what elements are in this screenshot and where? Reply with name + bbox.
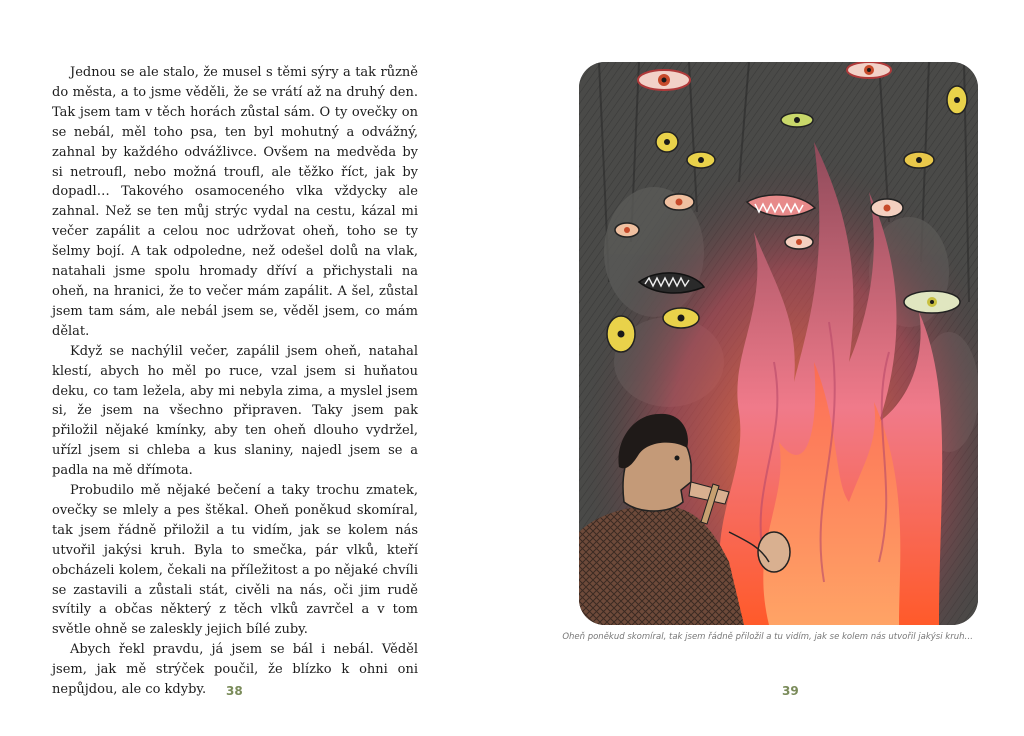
right-page	[512, 0, 1024, 736]
paragraph: Jednou se ale stalo, že musel s těmi sýry a tak různě do města, a to jsme věděli, že se vrátí až na druhý den. Tak jsem tam v těch horách zůstal sám. O ty ovečky on se nebál, měl toho psa, ten byl mohutný a odvážný, zahnal by každého odvážlivce. Ovšem na medvěda by si netroufl, nebo možná troufl, ale těžko říct, jak by dopadl… Takového osamoceného vlka vždycky ale zahnal. Než se ten můj strýc vydal na cestu, kázal mi večer zapálit a celou noc udržovat oheň, toho se ty šelmy bojí. A tak odpoledne, než odešel dolů na vlak, natahali jsme spolu hromady dříví a přichystali na oheň, na hranici, že to večer mám zapálit. A šel, zůstal jsem tam sám, ale nebál jsem se, věděl jsem, co mám dělat.	[52, 65, 418, 339]
illustration-campfire-eyes	[579, 62, 978, 625]
page-number-right: 39	[782, 684, 799, 698]
page-number-left: 38	[226, 684, 243, 698]
body-text	[52, 63, 418, 700]
illustration-caption: Oheň poněkud skomíral, tak jsem řádně přiložil a tu vidím, jak se kolem nás utvořil jakýsi kruh…	[562, 632, 973, 642]
paragraph: Když se nachýlil večer, zapálil jsem oheň, natahal klestí, abych ho měl po ruce, vzal jsem si huňatou deku, co tam ležela, aby mi nebyla zima, a myslel jsem si, že jsem na všechno připraven. Taky jsem pak přiložil nějaké kmínky, aby ten oheň dlouho vydržel, uřízl jsem si chleba a kus slaniny, najedl jsem se a padla na mě dřímota.	[52, 343, 418, 479]
paragraph: Probudilo mě nějaké bečení a taky trochu zmatek, ovečky se mlely a pes štěkal. Oheň poněkud skomíral, tak jsem řádně přiložil a tu vidím, jak se kolem nás utvořil jakýsi kruh. Byla to smečka, pár vlků, kteří obcházeli kolem, čekali na příležitost a po nějaké chvíli se zastavili a zůstali stát, civěli na nás, oči jim rudě svítily a občas některý z těch vlků zavrčel a v tom světle ohně se zaleskly jejich bílé zuby.	[52, 483, 418, 638]
paragraph: Abych řekl pravdu, já jsem se bál i nebál. Věděl jsem, jak mě strýček poučil, že blízko k ohni oni nepůjdou, ale co kdyby.	[52, 642, 418, 698]
